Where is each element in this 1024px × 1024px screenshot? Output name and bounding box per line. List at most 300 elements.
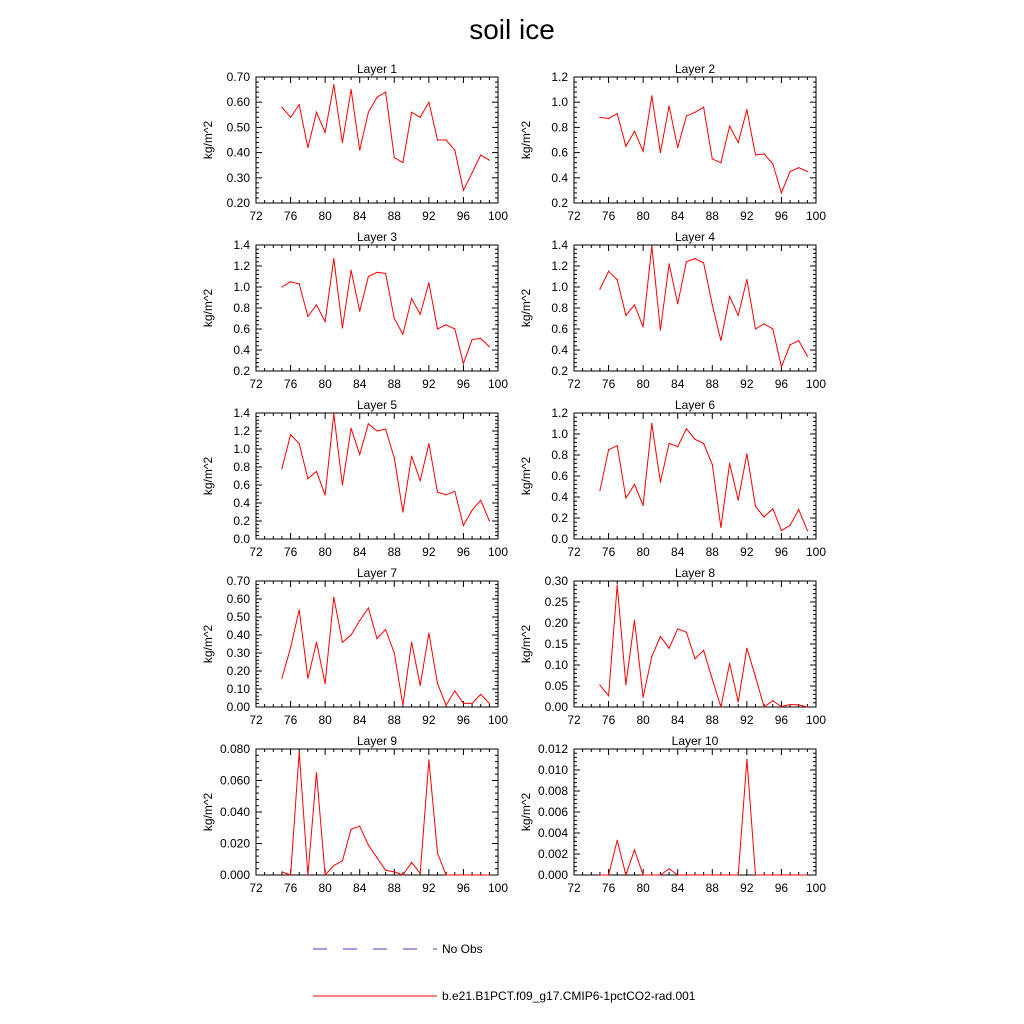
data-point (677, 874, 678, 875)
data-point (738, 142, 739, 143)
data-point (712, 679, 713, 680)
panel-1 (201, 62, 508, 223)
y-axis-label: kg/m^2 (201, 120, 215, 160)
data-point (746, 279, 747, 280)
data-point (651, 95, 652, 96)
x-tick-label: 92 (422, 545, 436, 559)
x-tick-label: 100 (805, 377, 827, 391)
data-point (463, 190, 464, 191)
y-tick-label: 0.10 (544, 658, 568, 672)
y-tick-label: 0.20 (226, 196, 250, 210)
data-point (394, 157, 395, 158)
data-point (625, 146, 626, 147)
panel-title: Layer 6 (674, 398, 716, 412)
data-point (781, 874, 782, 875)
data-point (359, 620, 360, 621)
data-point (402, 334, 403, 335)
panel-9 (201, 734, 508, 895)
data-point (420, 480, 421, 481)
data-point (694, 258, 695, 259)
data-point (376, 272, 377, 273)
data-point (712, 158, 713, 159)
data-point (333, 84, 334, 85)
data-point (625, 874, 626, 875)
data-point (677, 628, 678, 629)
y-tick-label: 1.2 (551, 259, 568, 273)
panel-8 (519, 566, 826, 727)
plot-frame (574, 581, 816, 707)
data-point (608, 118, 609, 119)
data-point (333, 597, 334, 598)
data-point (290, 281, 291, 282)
data-point (772, 328, 773, 329)
y-tick-label: 1.2 (551, 70, 568, 84)
data-point (677, 303, 678, 304)
data-point (394, 652, 395, 653)
data-point (764, 516, 765, 517)
y-tick-label: 0.30 (544, 574, 568, 588)
x-tick-label: 96 (456, 377, 471, 391)
x-tick-label: 72 (249, 209, 263, 223)
x-tick-label: 88 (387, 545, 401, 559)
plot-frame (256, 245, 498, 371)
data-point (755, 506, 756, 507)
data-point (686, 874, 687, 875)
legend-label-model: b.e21.B1PCT.f09_g17.CMIP6-1pctCO2-rad.001 (442, 989, 696, 1003)
x-tick-label: 92 (740, 545, 754, 559)
data-point (634, 849, 635, 850)
x-tick-label: 80 (318, 881, 332, 895)
data-point (307, 678, 308, 679)
y-tick-label: 0.6 (551, 469, 568, 483)
x-tick-label: 76 (283, 713, 298, 727)
data-point (385, 870, 386, 871)
data-point (489, 160, 490, 161)
data-point (729, 296, 730, 297)
data-point (677, 446, 678, 447)
x-tick-label: 84 (671, 377, 685, 391)
y-tick-label: 0.50 (226, 610, 250, 624)
y-tick-label: 0.10 (226, 682, 250, 696)
plot-frame (574, 413, 816, 539)
x-tick-label: 88 (387, 713, 401, 727)
plot-frame (574, 245, 816, 371)
data-point (617, 113, 618, 114)
data-point (807, 356, 808, 357)
x-tick-label: 84 (353, 881, 367, 895)
data-point (471, 703, 472, 704)
y-tick-label: 0.060 (219, 773, 250, 788)
x-tick-label: 72 (567, 713, 581, 727)
data-point (299, 283, 300, 284)
data-point (634, 304, 635, 305)
x-tick-label: 76 (601, 713, 616, 727)
data-point (651, 245, 652, 246)
panel-title: Layer 10 (671, 734, 719, 748)
y-tick-label: 0.60 (226, 95, 250, 110)
x-tick-label: 76 (601, 881, 616, 895)
data-point (420, 117, 421, 118)
y-tick-label: 1.4 (551, 238, 568, 252)
data-point (489, 346, 490, 347)
data-point (599, 490, 600, 491)
data-point (471, 172, 472, 173)
x-tick-label: 96 (774, 209, 789, 223)
data-point (677, 147, 678, 148)
data-point (290, 874, 291, 875)
y-tick-label: 0.012 (537, 742, 568, 756)
y-tick-label: 0.00 (544, 700, 568, 714)
panel-title: Layer 8 (674, 566, 716, 580)
data-point (342, 142, 343, 143)
data-point (290, 434, 291, 435)
data-point (729, 663, 730, 664)
data-point (454, 874, 455, 875)
figure-title: soil ice (469, 14, 555, 45)
panel-5 (201, 398, 508, 559)
data-point (660, 152, 661, 153)
panel-4 (519, 230, 826, 391)
data-point (437, 492, 438, 493)
x-tick-label: 72 (567, 377, 581, 391)
y-tick-label: 0.4 (233, 496, 250, 510)
panel-title: Layer 9 (356, 734, 398, 748)
data-point (660, 329, 661, 330)
data-point (599, 874, 600, 875)
data-point (350, 829, 351, 830)
data-point (599, 117, 600, 118)
x-tick-label: 92 (422, 881, 436, 895)
data-point (368, 112, 369, 113)
data-point (402, 162, 403, 163)
y-tick-label: 0.2 (551, 196, 568, 210)
data-point (660, 482, 661, 483)
x-tick-label: 76 (283, 209, 298, 223)
data-point (694, 112, 695, 113)
data-point (617, 840, 618, 841)
data-point (660, 636, 661, 637)
data-point (617, 445, 618, 446)
x-tick-label: 92 (422, 209, 436, 223)
x-tick-label: 72 (249, 881, 263, 895)
data-point (480, 500, 481, 501)
data-point (316, 112, 317, 113)
data-point (463, 363, 464, 364)
y-tick-label: 0.2 (233, 364, 250, 378)
x-tick-label: 96 (456, 713, 471, 727)
data-point (290, 647, 291, 648)
data-point (668, 263, 669, 264)
data-point (299, 609, 300, 610)
data-point (712, 464, 713, 465)
y-tick-label: 0.30 (226, 646, 250, 660)
y-tick-label: 0.50 (226, 120, 250, 135)
data-point (394, 871, 395, 872)
y-tick-label: 0.0 (551, 532, 568, 546)
data-point (463, 703, 464, 704)
data-point (634, 484, 635, 485)
data-point (359, 826, 360, 827)
x-tick-label: 80 (318, 545, 332, 559)
x-tick-label: 100 (487, 209, 509, 223)
data-point (281, 468, 282, 469)
data-point (617, 279, 618, 280)
data-point (437, 139, 438, 140)
x-tick-label: 100 (487, 545, 509, 559)
data-point (437, 683, 438, 684)
data-point (764, 153, 765, 154)
y-tick-label: 0.20 (226, 664, 250, 678)
data-point (772, 163, 773, 164)
data-point (798, 340, 799, 341)
data-point (634, 619, 635, 620)
data-point (316, 772, 317, 773)
y-tick-label: 0.2 (233, 514, 250, 528)
y-tick-label: 0.0 (233, 532, 250, 546)
panel-3 (201, 230, 508, 391)
data-point (729, 126, 730, 127)
y-tick-label: 0.6 (551, 322, 568, 336)
y-axis-label: kg/m^2 (201, 624, 215, 664)
data-point (755, 328, 756, 329)
data-point (798, 167, 799, 168)
data-point (454, 690, 455, 691)
series-line (282, 752, 490, 875)
data-point (316, 642, 317, 643)
data-point (703, 650, 704, 651)
data-point (789, 874, 790, 875)
x-tick-label: 92 (740, 713, 754, 727)
data-point (807, 530, 808, 531)
y-tick-label: 1.0 (551, 280, 568, 294)
data-point (480, 694, 481, 695)
y-tick-label: 0.4 (551, 490, 568, 504)
y-tick-label: 1.0 (233, 280, 250, 294)
data-point (703, 107, 704, 108)
data-point (643, 326, 644, 327)
panel-title: Layer 7 (356, 566, 398, 580)
x-tick-label: 72 (249, 377, 263, 391)
data-point (625, 315, 626, 316)
x-tick-label: 100 (805, 713, 827, 727)
data-point (385, 629, 386, 630)
data-point (686, 632, 687, 633)
data-point (755, 676, 756, 677)
data-point (368, 276, 369, 277)
data-point (599, 289, 600, 290)
data-point (437, 328, 438, 329)
y-axis-label: kg/m^2 (519, 288, 533, 328)
y-tick-label: 0.002 (537, 847, 568, 861)
series-line (282, 414, 490, 526)
x-tick-label: 100 (487, 377, 509, 391)
data-point (781, 530, 782, 531)
data-point (359, 149, 360, 150)
data-point (772, 700, 773, 701)
data-point (746, 648, 747, 649)
data-point (617, 585, 618, 586)
y-tick-label: 0.30 (226, 170, 250, 185)
data-point (789, 171, 790, 172)
y-tick-label: 0.70 (226, 70, 250, 84)
x-tick-label: 72 (249, 713, 263, 727)
data-point (686, 261, 687, 262)
data-point (772, 874, 773, 875)
x-tick-label: 84 (353, 209, 367, 223)
data-point (471, 874, 472, 875)
x-tick-label: 88 (387, 377, 401, 391)
data-point (608, 874, 609, 875)
x-tick-label: 80 (318, 209, 332, 223)
data-point (402, 511, 403, 512)
x-tick-label: 72 (249, 545, 263, 559)
data-point (471, 339, 472, 340)
data-point (333, 865, 334, 866)
data-point (712, 304, 713, 305)
series-line (282, 597, 490, 705)
data-point (411, 112, 412, 113)
series-line (600, 585, 808, 707)
data-point (307, 478, 308, 479)
data-point (720, 340, 721, 341)
data-point (807, 706, 808, 707)
data-point (350, 634, 351, 635)
data-point (489, 520, 490, 521)
data-point (738, 500, 739, 501)
data-point (394, 457, 395, 458)
data-point (694, 874, 695, 875)
y-tick-label: 1.2 (551, 406, 568, 420)
x-tick-label: 84 (671, 713, 685, 727)
data-point (385, 429, 386, 430)
x-tick-label: 84 (353, 713, 367, 727)
data-point (437, 852, 438, 853)
y-tick-label: 0.6 (233, 478, 250, 492)
plot-frame (574, 77, 816, 203)
y-tick-label: 0.8 (551, 120, 568, 135)
x-tick-label: 96 (774, 377, 789, 391)
data-point (342, 642, 343, 643)
data-point (368, 423, 369, 424)
data-point (694, 439, 695, 440)
data-point (712, 874, 713, 875)
data-point (789, 704, 790, 705)
data-point (608, 449, 609, 450)
data-point (307, 147, 308, 148)
data-point (463, 525, 464, 526)
y-axis-label: kg/m^2 (201, 288, 215, 328)
data-point (746, 453, 747, 454)
data-point (333, 258, 334, 259)
x-tick-label: 80 (318, 713, 332, 727)
x-tick-label: 92 (422, 377, 436, 391)
data-point (703, 443, 704, 444)
data-point (643, 697, 644, 698)
y-axis-label: kg/m^2 (201, 792, 215, 832)
y-tick-label: 0.000 (219, 868, 250, 882)
y-tick-label: 0.40 (226, 628, 250, 642)
x-tick-label: 80 (636, 377, 650, 391)
data-point (428, 759, 429, 760)
series-line (282, 259, 490, 364)
data-point (781, 192, 782, 193)
x-tick-label: 76 (601, 545, 616, 559)
x-tick-label: 80 (318, 377, 332, 391)
y-tick-label: 0.020 (219, 836, 250, 851)
y-tick-label: 0.080 (219, 742, 250, 756)
data-point (643, 505, 644, 506)
data-point (446, 139, 447, 140)
data-point (402, 705, 403, 706)
data-point (454, 491, 455, 492)
data-point (729, 463, 730, 464)
series-line (282, 85, 490, 191)
data-point (651, 874, 652, 875)
data-point (299, 443, 300, 444)
data-point (738, 701, 739, 702)
data-point (480, 338, 481, 339)
y-tick-label: 1.0 (551, 427, 568, 441)
x-tick-label: 88 (705, 209, 719, 223)
y-tick-label: 1.4 (233, 238, 250, 252)
data-point (350, 270, 351, 271)
y-tick-label: 0.000 (537, 868, 568, 882)
data-point (746, 109, 747, 110)
data-point (402, 874, 403, 875)
data-point (798, 874, 799, 875)
y-tick-label: 1.2 (233, 424, 250, 438)
x-tick-label: 72 (567, 209, 581, 223)
data-point (660, 874, 661, 875)
data-point (651, 423, 652, 424)
panel-title: Layer 3 (356, 230, 398, 244)
data-point (755, 874, 756, 875)
y-axis-label: kg/m^2 (519, 120, 533, 160)
data-point (325, 321, 326, 322)
y-tick-label: 0.4 (551, 343, 568, 357)
data-point (789, 344, 790, 345)
panel-7 (201, 566, 508, 727)
data-point (299, 104, 300, 105)
data-point (764, 706, 765, 707)
y-tick-label: 0.4 (551, 170, 568, 185)
y-tick-label: 0.8 (233, 301, 250, 315)
data-point (281, 678, 282, 679)
x-tick-label: 84 (353, 377, 367, 391)
data-point (755, 155, 756, 156)
y-tick-label: 0.2 (551, 364, 568, 378)
x-tick-label: 96 (456, 545, 471, 559)
data-point (316, 304, 317, 305)
data-point (625, 684, 626, 685)
data-point (703, 874, 704, 875)
data-point (686, 115, 687, 116)
data-point (720, 162, 721, 163)
y-tick-label: 0.8 (551, 448, 568, 462)
y-tick-label: 1.2 (233, 259, 250, 273)
y-tick-label: 1.0 (233, 442, 250, 456)
data-point (668, 105, 669, 106)
y-tick-label: 0.010 (537, 763, 568, 777)
x-tick-label: 76 (283, 377, 298, 391)
y-tick-label: 0.70 (226, 574, 250, 588)
x-tick-label: 76 (283, 545, 298, 559)
x-tick-label: 96 (456, 209, 471, 223)
series-line (600, 246, 808, 367)
data-point (729, 874, 730, 875)
y-tick-label: 0.15 (544, 637, 568, 651)
data-point (333, 413, 334, 414)
